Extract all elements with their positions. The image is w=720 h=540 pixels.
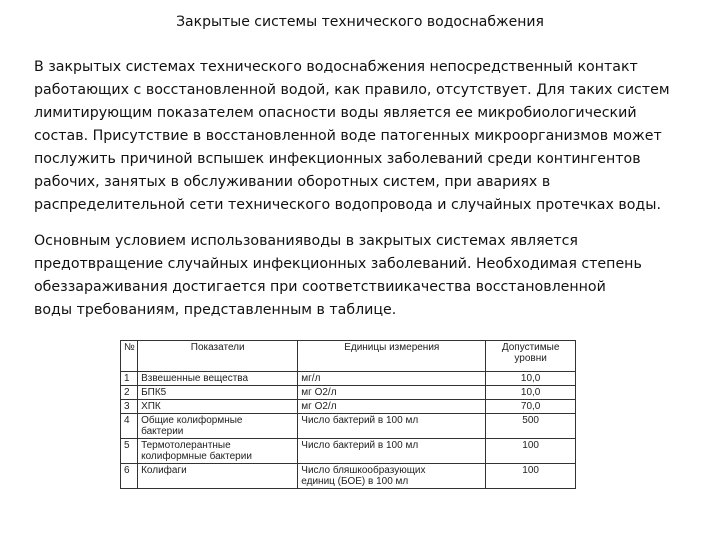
row-indicator <box>138 464 298 489</box>
row-indicator <box>138 386 298 400</box>
row-units <box>298 464 486 489</box>
row-units <box>298 386 486 400</box>
row-units <box>298 372 486 386</box>
row-indicator-line: ХПК <box>141 401 161 412</box>
row-units-line: мг/л <box>301 373 321 384</box>
row-indicator <box>138 372 298 386</box>
paragraph-main-condition <box>34 230 704 322</box>
paragraph1-line: рабочих, занятых в обслуживании оборотных систем, при авариях в <box>34 174 551 190</box>
paragraph1-line: распределительной сети технического водопровода и случайных протечках воды. <box>34 197 661 213</box>
row-units-line: мг O2/л <box>301 401 337 412</box>
row-indicator-line: колиформные бактерии <box>141 451 252 462</box>
row-units-line: Число бактерий в 100 мл <box>301 415 419 426</box>
row-units <box>298 414 486 439</box>
row-num: 1 <box>121 372 138 386</box>
paragraph1-line: лимитирующим показателем опасности воды является ее микробиологический <box>34 105 637 121</box>
row-indicator-line: Взвешенные вещества <box>141 373 249 384</box>
row-num: 6 <box>121 464 138 489</box>
row-value: 100 <box>486 439 576 464</box>
paragraph2-line: обеззараживания достигается при соответствиикачества восстановленной <box>34 279 606 295</box>
header-limits-line: Допустимые <box>501 342 560 353</box>
row-num: 4 <box>121 414 138 439</box>
paragraph-closed-systems <box>34 56 704 217</box>
row-indicator-line: Общие колиформные <box>141 415 243 426</box>
header-num: № <box>121 341 138 372</box>
row-num: 5 <box>121 439 138 464</box>
water-quality-table <box>120 340 576 489</box>
header-indicator: Показатели <box>138 341 298 372</box>
paragraph1-line: состав. Присутствие в восстановленной воде патогенных микроорганизмов может <box>34 128 662 144</box>
row-value: 10,0 <box>486 386 576 400</box>
paragraph1-line: В закрытых системах технического водоснабжения непосредственный контакт <box>34 59 638 75</box>
row-units <box>298 400 486 414</box>
table-row <box>121 439 576 464</box>
row-indicator-line: БПК5 <box>141 387 167 398</box>
row-indicator-line: Термотолерантные <box>141 440 231 451</box>
paragraph1-line: работающих с восстановленной водой, как правило, отсутствует. Для таких систем <box>34 82 670 98</box>
header-limits-line: уровни <box>514 353 547 364</box>
table-row <box>121 464 576 489</box>
row-indicator-line: бактерии <box>141 426 184 437</box>
table-row <box>121 400 576 414</box>
row-value: 10,0 <box>486 372 576 386</box>
table-row <box>121 414 576 439</box>
row-value: 500 <box>486 414 576 439</box>
row-num: 2 <box>121 386 138 400</box>
row-indicator-line: Колифаги <box>141 465 187 476</box>
row-units-line: мг O2/л <box>301 387 337 398</box>
row-indicator <box>138 414 298 439</box>
header-units: Единицы измерения <box>298 341 486 372</box>
table-row <box>121 372 576 386</box>
paragraph2-line: Основным условием использованияводы в закрытых системах является <box>34 233 578 249</box>
row-num: 3 <box>121 400 138 414</box>
header-limits <box>486 341 576 372</box>
paragraph2-line: воды требованиям, представленным в таблице. <box>34 302 397 318</box>
paragraph1-line: послужить причиной вспышек инфекционных заболеваний среди контингентов <box>34 151 641 167</box>
slide-title: Закрытые системы технического водоснабжения <box>176 14 544 30</box>
row-units-line: Число бактерий в 100 мл <box>301 440 419 451</box>
table-row <box>121 386 576 400</box>
paragraph2-line: предотвращение случайных инфекционных заболеваний. Необходимая степень <box>34 256 642 272</box>
row-units-line: Число бляшкообразующих <box>301 465 426 476</box>
row-units-line: единиц (БОЕ) в 100 мл <box>301 476 409 487</box>
table-header-row <box>121 341 576 372</box>
row-value: 70,0 <box>486 400 576 414</box>
row-indicator <box>138 400 298 414</box>
row-indicator <box>138 439 298 464</box>
row-value: 100 <box>486 464 576 489</box>
row-units <box>298 439 486 464</box>
